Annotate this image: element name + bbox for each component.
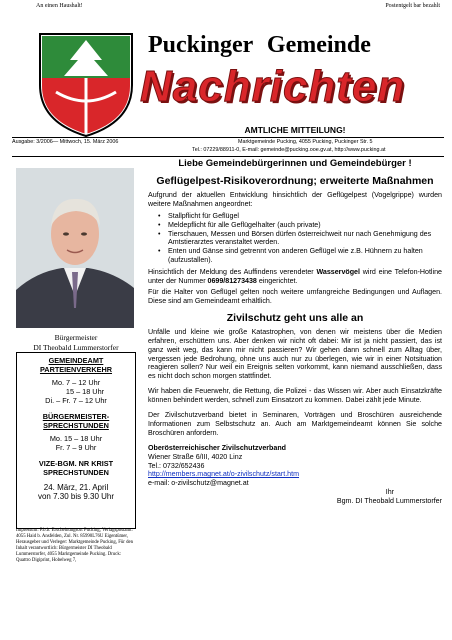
municipal-crest-logo <box>36 30 136 140</box>
impressum-text: Impressum: P.b.b. Erscheinungsort Pucking, Verlagspostamt: 4055 Haid b. Ansfelden, Zul. Nr. 85990L76U Eigentümer, Herausgeber und Verleger: Marktgemeinde Pucking, Für den Inhalt verantwortlich: Bürgermeister DI Theobald Lummerstorfer, 4055 Marktgemeinde Pucking. Druck: Quattro Digiprint, Hobelweg 7, <box>16 528 134 563</box>
list-item: • Stallpflicht für Geflügel <box>158 212 442 221</box>
civil-protection-paragraph-2: Wir haben die Feuerwehr, die Rettung, die Polizei - das Wissen wir. Aber auch Einsatzkräfte können behindert werden, schnell zum Einsatzort zu kommen. Dabei zählt jede Minute. <box>148 387 442 405</box>
office-hours-line: Di. – Fr. 7 – 12 Uhr <box>45 396 107 405</box>
civil-protection-heading: Zivilschutz geht uns alle an <box>226 311 364 324</box>
association-phone: Tel.: 0732/652436 <box>148 461 205 470</box>
mayor-portrait <box>16 168 134 328</box>
caption-role: Bürgermeister <box>54 333 98 342</box>
vice-mayor-hours-line: von 7.30 bis 9.30 Uhr <box>37 492 115 501</box>
office-hours-line: Mo. 7 – 12 Uhr <box>51 378 101 387</box>
hotline-number: 0699/81273438 <box>207 277 257 286</box>
portrait-caption <box>18 333 134 353</box>
signature-salutation: Ihr <box>385 488 394 497</box>
office-hours-line: 15 – 18 Uhr <box>65 387 105 396</box>
office-hours-title: GEMEINDEAMT PARTEIENVERKEHR <box>39 356 113 374</box>
postage-note: Postentgelt bar bezahlt <box>385 3 440 9</box>
mayor-hours-title: BÜRGERMEISTER-SPRECHSTUNDEN <box>42 412 110 430</box>
household-note: An einen Haushalt! <box>36 3 83 9</box>
hotline-keyword: Wasservögel <box>316 268 360 277</box>
list-item: • Enten und Gänse sind getrennt von anderen Geflügel wie z.B. Hühnern zu halten (aufzustallen). <box>158 247 442 265</box>
greeting-heading: Liebe Gemeindebürgerinnen und Gemeindebürger ! <box>178 158 412 169</box>
mayor-hours-line: Mo. 15 – 18 Uhr <box>49 434 103 443</box>
vice-mayor-hours-line: 24. März, 21. April <box>43 483 109 492</box>
list-item: • Tierschauen, Messen und Börsen dürfen österreichweit nur nach Genehmigung des Amtstierarztes veranstaltet werden. <box>158 230 442 248</box>
hotline-paragraph: Hinsichtlich der Meldung des Auffindens verendeter Wasservögel wird eine Telefon-Hotline unter der Nummer 0699/81273438 eingerichtet. <box>148 268 442 286</box>
mayor-hours-line: Fr. 7 – 9 Uhr <box>55 443 97 452</box>
civil-protection-paragraph-1: Unfälle und kleine wie große Katastrophen, von denen wir meistens über die Medien erfahren, erschüttern uns. Aber denken wir nicht oft dabei: Mir ist ja nicht passiert, das ist ganz weit weg, das kann mir nicht passieren? Wir gehen dann schnell zum Alltag über, vergessen jede Bedrohung, ohne uns auch nur zu überlegen, wie wir in einer Notsituation reagieren sollen? Nur weil ein Ereignis selten vorkommt, kann niemand ausschließen, dass es nicht doch schon morgen stattfindet. <box>148 327 442 381</box>
official-notice-label: AMTLICHE MITTEILUNG! <box>244 125 346 135</box>
association-address: Wiener Straße 6/III, 4020 Linz <box>148 452 243 461</box>
signature-name: Bgm. DI Theobald Lummerstorfer <box>336 497 442 506</box>
office-hours-box <box>16 352 136 529</box>
caption-name: DI Theobald Lummerstorfer <box>33 343 119 352</box>
civil-protection-paragraph-3: Der Zivilschutzverband bietet in Seminaren, Vorträgen und Broschüren ausreichende Informationen zum Selbstschutz an. Auch am Marktgemeindeamt können Sie solche Broschüren anfordern. <box>148 411 442 437</box>
association-email[interactable]: e-mail: o-zivilschutz@magnet.at <box>148 479 249 488</box>
contact-address: Marktgemeinde Pucking, 4055 Pucking, Puckinger Str. 5 <box>238 139 373 145</box>
bird-flu-intro: Aufgrund der aktuellen Entwicklung hinsichtlich der Geflügelpest (Vogelgrippe) wurden weitere Maßnahmen angeordnet: <box>148 190 442 208</box>
contact-details: Tel.: 07229/88911-0, E-mail: gemeinde@pucking.ooe.gv.at, http://www.pucking.at <box>192 147 386 153</box>
list-item: • Meldepflicht für alle Geflügelhalter (auch private) <box>158 221 442 230</box>
association-name: Oberösterreichischer Zivilschutzverband <box>148 443 286 452</box>
issue-info-bar <box>12 137 444 157</box>
vice-mayor-hours-title: VIZE-BGM. NR KRIST SPRECHSTUNDEN <box>38 459 114 477</box>
issue-date: Ausgabe: 3/2006— Mittwoch, 15. März 2006 <box>12 139 119 145</box>
article-column <box>148 160 442 506</box>
masthead-title: Puckinger Gemeinde <box>148 32 371 58</box>
bird-flu-heading: Geflügelpest-Risikoverordnung; erweiterte Maßnahmen <box>156 174 434 187</box>
conditions-paragraph: Für die Halter von Geflügel gelten noch weitere umfangreiche Bedingungen und Auflagen. Diese sind am Gemeindeamt erhältlich. <box>148 287 442 305</box>
association-website-link[interactable]: http://members.magnet.at/o-zivilschutz/start.htm <box>148 470 299 479</box>
measures-list <box>148 212 442 265</box>
masthead-nameplate: Nachrichten <box>140 62 406 111</box>
